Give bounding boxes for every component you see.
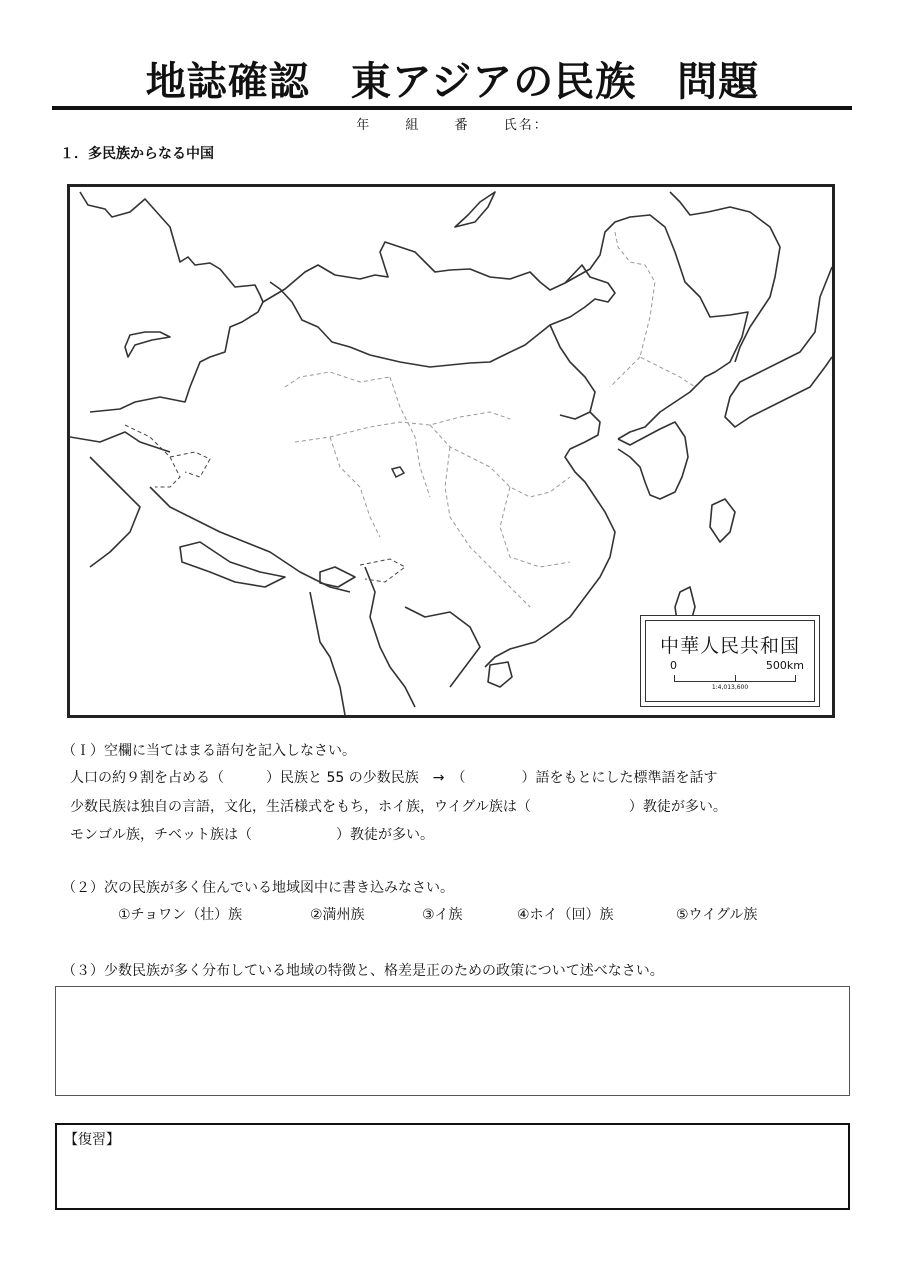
border-southeast-asia — [310, 592, 345, 715]
hainan — [488, 662, 512, 687]
lake-baikal — [455, 192, 495, 227]
q2-item-4: ④ホイ（回）族 — [517, 907, 614, 923]
scale-bar-midtick — [735, 675, 736, 681]
year-label: 年 — [356, 118, 372, 133]
q2-item-2: ②満州族 — [310, 907, 365, 923]
province-borders-northeast — [610, 232, 695, 387]
scale-end-label: 500km — [765, 659, 804, 672]
map-legend — [640, 615, 820, 707]
japan-honshu — [725, 267, 832, 427]
q2-item-1: ①チョワン（壮）族 — [118, 907, 243, 923]
q1-line-2: 少数民族は独自の言語，文化，生活様式をもち，ホイ族，ウイグル族は（ ）教徒が多い。 — [70, 799, 727, 815]
border-bhutan — [320, 567, 355, 587]
name-label: 氏名： — [503, 118, 549, 133]
province-borders-east — [430, 425, 570, 607]
province-borders-west — [285, 372, 510, 537]
q1-prompt: （Ｉ）空欄に当てはまる語句を記入しなさい。 — [62, 743, 356, 759]
border-myanmar — [365, 567, 415, 707]
q2-item-3: ③イ族 — [422, 907, 463, 923]
title-underline — [52, 106, 852, 110]
scale-start-label: 0 — [670, 659, 677, 672]
review-label: 【復習】 — [64, 1132, 120, 1148]
q3-answer-box[interactable] — [55, 986, 850, 1096]
review-box[interactable] — [55, 1123, 850, 1210]
lake-balkhash — [125, 332, 170, 357]
legend-title: 中華人民共和国 — [659, 635, 800, 657]
legend-inner-frame — [645, 620, 815, 702]
q1-line-3: モンゴル族，チベット族は（ ）教徒が多い。 — [70, 827, 434, 843]
border-mongolia — [263, 242, 615, 367]
bohai-coast — [550, 325, 595, 419]
border-afghanistan — [70, 432, 170, 452]
coast-china-east — [485, 412, 615, 667]
q2-prompt: （２）次の民族が多く住んでいる地域図中に書き込みなさい。 — [62, 880, 454, 896]
q3-prompt: （３）少数民族が多く分布している地域の特徴と、格差是正のための政策について述べなさい。 — [62, 963, 664, 979]
number-label: 番 — [454, 118, 470, 133]
qinghai-lake — [392, 467, 404, 477]
student-info-line — [0, 114, 905, 133]
border-kazakhstan-russia — [80, 192, 263, 302]
border-pakistan — [90, 457, 140, 567]
coast-russia-east — [670, 192, 780, 362]
page-title: 地誌確認 東アジアの民族 問題 — [145, 59, 760, 105]
class-label: 組 — [405, 118, 421, 133]
q2-item-5: ⑤ウイグル族 — [676, 907, 758, 923]
q1-line-1: 人口の約９割を占める（ ）民族と 55 の少数民族 → （ ）語をもとにした標準語を話す — [70, 770, 718, 786]
scale-ratio: 1:4,013,600 — [711, 684, 749, 691]
border-nepal — [180, 542, 285, 587]
japan-kyushu — [710, 499, 735, 542]
border-kazakhstan-china — [90, 302, 263, 412]
section-heading: １．多民族からなる中国 — [60, 146, 214, 162]
scale-bar — [674, 675, 796, 682]
border-laos-vietnam — [405, 607, 480, 687]
